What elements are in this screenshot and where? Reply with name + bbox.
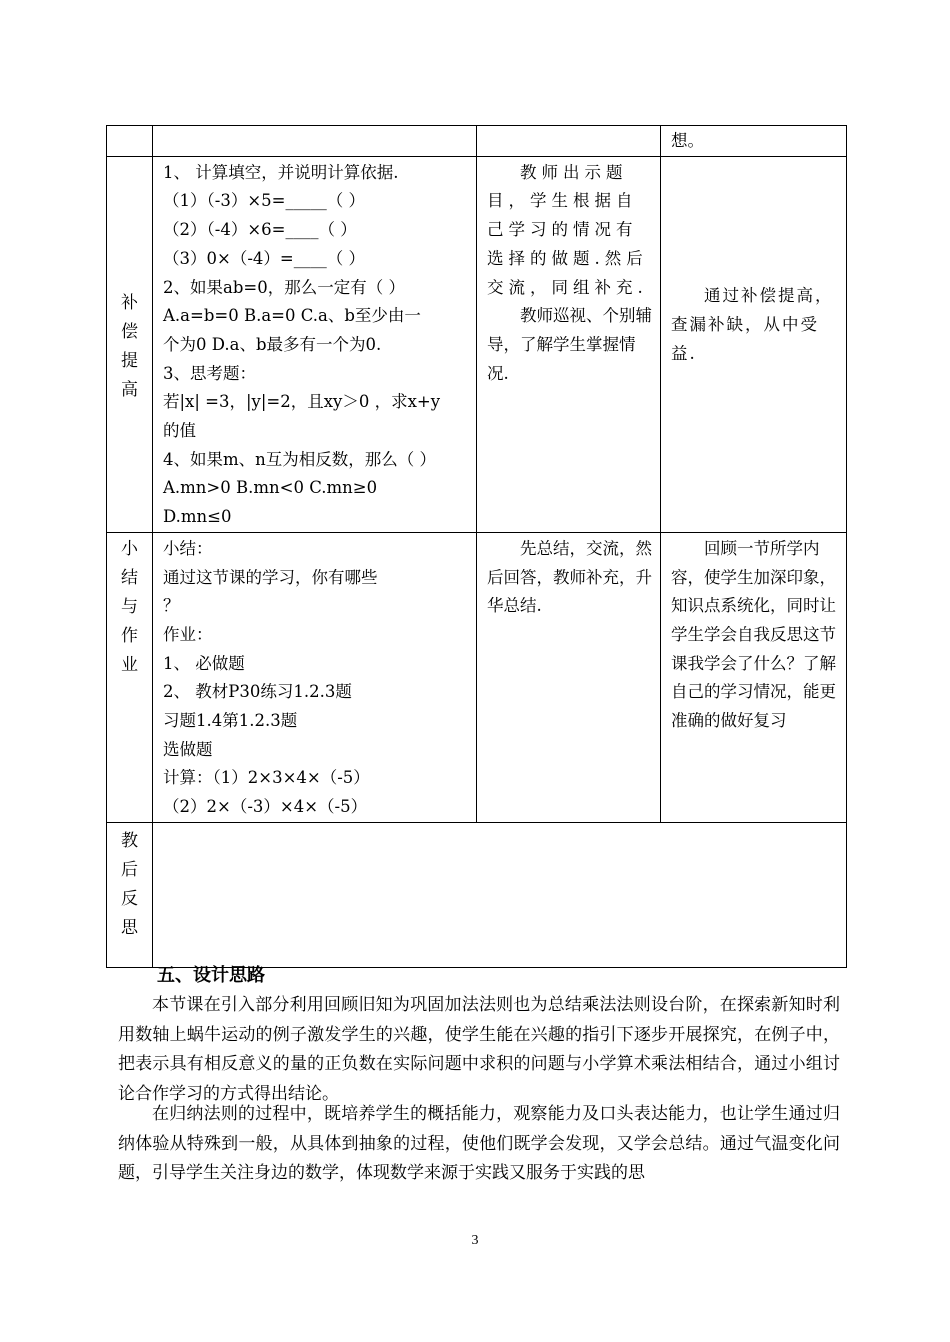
activity-cell-summary bbox=[477, 532, 661, 822]
row-label-compensation bbox=[107, 156, 153, 532]
row-label-char: 小 bbox=[121, 538, 138, 559]
row-label-char: 高 bbox=[121, 380, 138, 401]
activity-cell-compensation bbox=[477, 156, 661, 532]
teacher-activity-text-2: 教师巡视、个别辅导，了解学生掌握情况. bbox=[487, 306, 652, 383]
content-line: 2、 教材P30练习1.2.3题 bbox=[163, 682, 352, 702]
table-row-compensation bbox=[107, 156, 847, 532]
content-line: 1、 必做题 bbox=[163, 653, 245, 673]
row-label-char: 提 bbox=[121, 351, 138, 372]
content-line: 个为0 D.a、b最多有一个为0. bbox=[163, 334, 382, 354]
content-line: A.mn>0 B.mn<0 C.mn≥0 bbox=[163, 478, 378, 498]
content-line: 作业： bbox=[163, 624, 213, 644]
paragraph-2: 在归纳法则的过程中，既培养学生的概括能力，观察能力及口头表达能力，也让学生通过归纳体验从特殊到一般，从具体到抽象的过程，使他们既学会发现，又学会总结。通过气温变化问题，引导学生关注身边的数学，体现数学来源于实践又服务于实践的思 bbox=[118, 1104, 840, 1183]
paragraph-1: 本节课在引入部分利用回顾旧知为巩固加法法则也为总结乘法法则设台阶，在探索新知时利用数轴上蜗牛运动的例子激发学生的兴趣，使学生能在兴趣的指引下逐步开展探究，在例子中，把表示具有相反意义的量的正负数在实际问题中求积的问题与小学算术乘法相结合，通过小组讨论合作学习的方式得出结论。 bbox=[118, 995, 840, 1104]
content-cell-empty bbox=[153, 126, 477, 157]
content-line: A.a=b=0 B.a=0 C.a、b至少由一 bbox=[163, 306, 421, 326]
content-line: 的值 bbox=[163, 421, 196, 441]
content-line: 习题1.4第1.2.3题 bbox=[163, 711, 298, 731]
row-label-char: 业 bbox=[121, 654, 138, 675]
row-label-char: 结 bbox=[121, 567, 138, 588]
content-line: （1）（-3）×5=_____（ ） bbox=[163, 191, 365, 211]
content-line: （3）0×（-4）=____（ ） bbox=[163, 248, 365, 268]
content-line: 3、思考题： bbox=[163, 363, 256, 383]
content-line: 4、如果m、n互为相反数，那么（ ） bbox=[163, 449, 437, 469]
design-intent-text: 回顾一节所学内容，使学生加深印象，知识点系统化，同时让学生学会自我反思这节课我学会了什么？了解自己的学习情况，能更准确的做好复习 bbox=[671, 538, 836, 731]
reflection-content-cell bbox=[153, 822, 847, 967]
row-label-char: 作 bbox=[121, 625, 138, 646]
row-label-char: 补 bbox=[121, 293, 138, 314]
content-cell-compensation bbox=[153, 156, 477, 532]
intent-cell-continued bbox=[661, 126, 847, 157]
label-cell-empty bbox=[107, 126, 153, 157]
intent-cell-compensation bbox=[661, 156, 847, 532]
intent-cell-summary bbox=[661, 532, 847, 822]
intent-text: 想。 bbox=[671, 131, 704, 150]
table-row-continued bbox=[107, 126, 847, 157]
content-line: 小结： bbox=[163, 538, 213, 558]
content-line: 计算：（1）2×3×4×（-5） bbox=[163, 768, 370, 788]
row-label-char: 与 bbox=[121, 596, 138, 617]
row-label-char: 偿 bbox=[121, 322, 138, 343]
teacher-activity-text: 教师出示题目，学生根据自己学习的情况有选择的做题.然后交流，同组补充. bbox=[487, 162, 648, 297]
content-line: （2）2×（-3）×4×（-5） bbox=[163, 797, 368, 817]
row-label-char: 反 bbox=[121, 888, 138, 909]
activity-cell-empty bbox=[477, 126, 661, 157]
row-label-summary bbox=[107, 532, 153, 822]
row-label-char: 教 bbox=[121, 830, 138, 851]
section-title: 五、设计思路 bbox=[157, 965, 265, 986]
row-label-reflection bbox=[107, 822, 153, 967]
design-intent-text: 通过补偿提高，查漏补缺，从中受益. bbox=[671, 286, 834, 363]
table-row-reflection bbox=[107, 822, 847, 967]
content-line: 通过这节课的学习，你有哪些 bbox=[163, 567, 378, 587]
row-label-char: 后 bbox=[121, 859, 138, 880]
content-line: （2）（-4）×6=____（ ） bbox=[163, 220, 357, 240]
table-row-summary bbox=[107, 532, 847, 822]
lesson-plan-table bbox=[106, 125, 847, 968]
page-number: 3 bbox=[471, 1233, 479, 1248]
content-line: 若|x| =3，|y|=2，且xy＞0 ，求x+y bbox=[163, 392, 441, 412]
content-line: D.mn≤0 bbox=[163, 507, 232, 527]
content-cell-summary bbox=[153, 532, 477, 822]
content-line: ？ bbox=[163, 596, 180, 616]
content-line: 1、 计算填空，并说明计算依据. bbox=[163, 162, 399, 182]
row-label-char: 思 bbox=[121, 917, 138, 938]
content-line: 选做题 bbox=[163, 739, 213, 759]
content-line: 2、如果ab=0，那么一定有（ ） bbox=[163, 277, 405, 297]
teacher-activity-text: 先总结，交流，然后回答，教师补充，升华总结. bbox=[487, 538, 652, 616]
